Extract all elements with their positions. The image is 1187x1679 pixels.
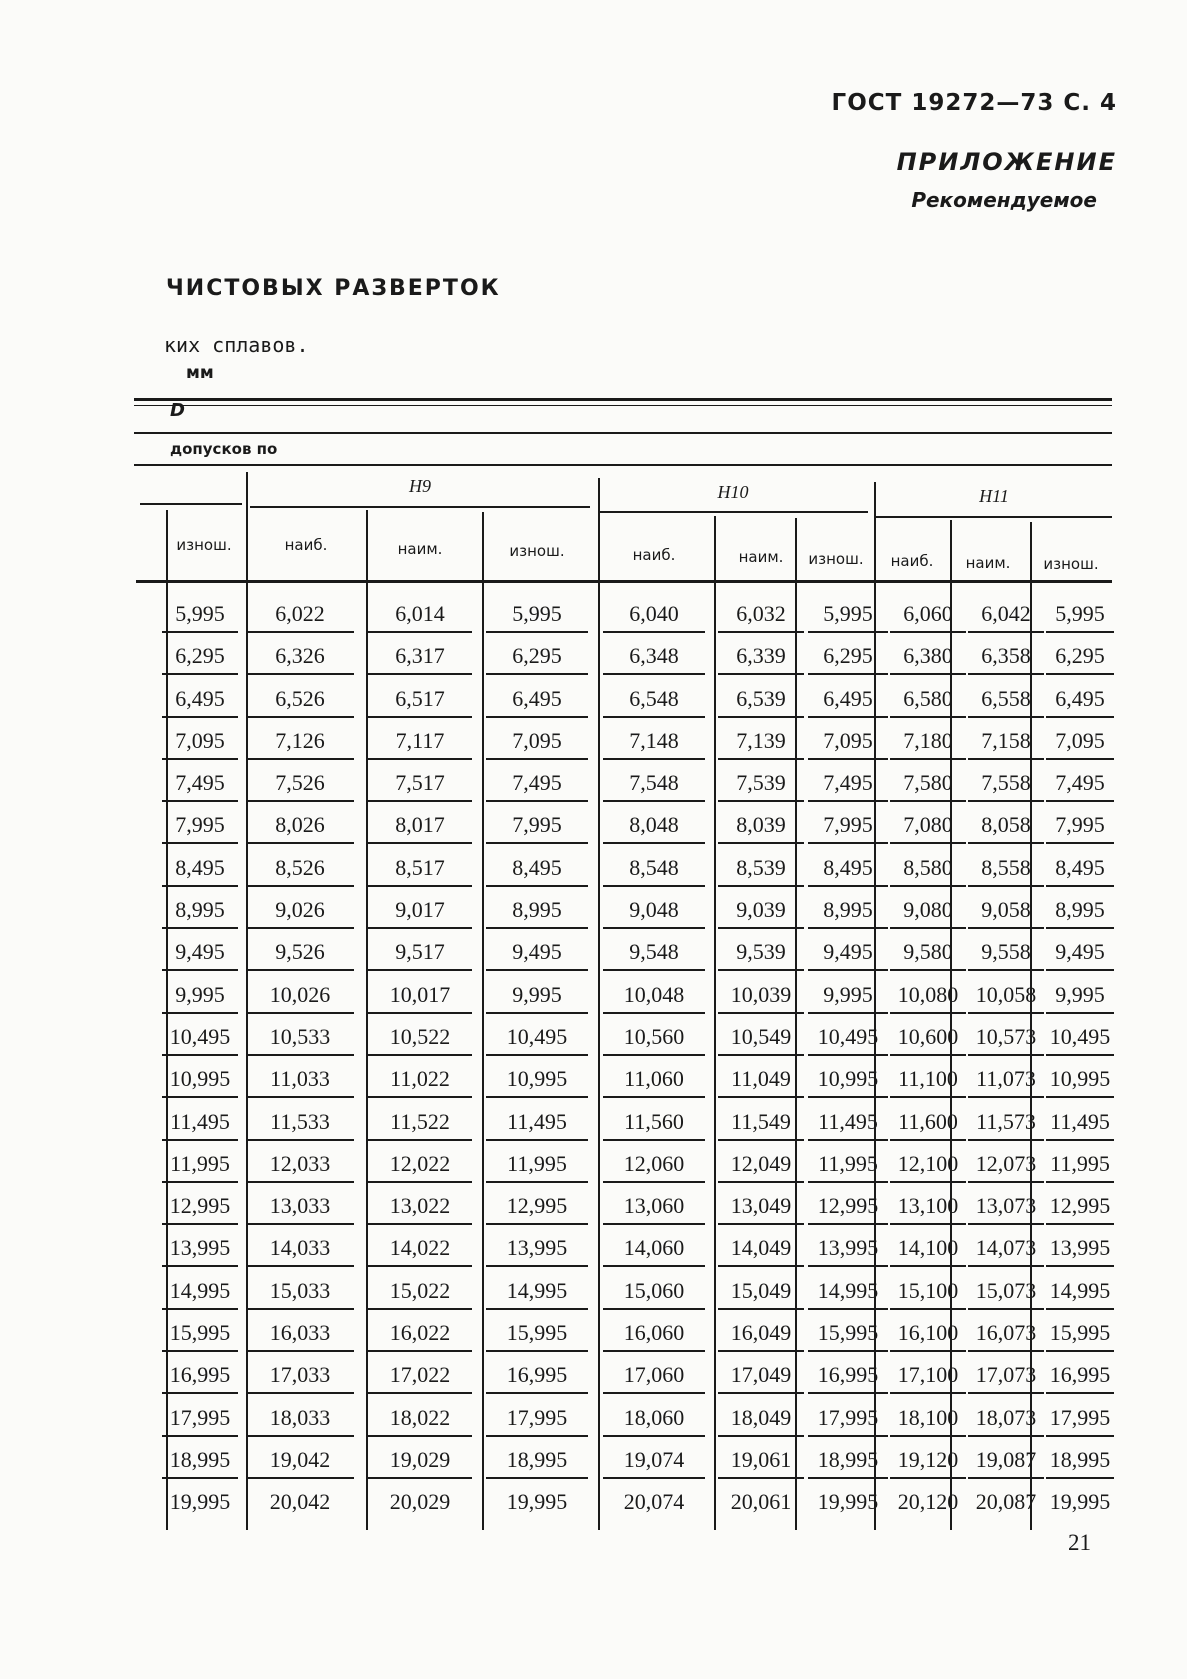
- table-cell: 17,995: [486, 1399, 588, 1437]
- table-cell: 11,573: [968, 1103, 1044, 1141]
- table-row: [160, 1187, 1115, 1229]
- table-cell: 8,058: [968, 806, 1044, 844]
- table-cell: 19,029: [368, 1441, 472, 1479]
- table-cell: 6,358: [968, 637, 1044, 675]
- table-cell: 19,061: [718, 1441, 804, 1479]
- table-cell: 9,558: [968, 933, 1044, 971]
- table-cell: 14,995: [1046, 1272, 1114, 1310]
- table-row: [160, 1483, 1115, 1525]
- table-cell: 19,120: [890, 1441, 966, 1479]
- section-subtitle: ких сплавов.: [164, 333, 309, 357]
- table-cell: 12,995: [162, 1187, 238, 1225]
- table-cell: 14,995: [162, 1272, 238, 1310]
- table-cell: 9,995: [162, 976, 238, 1014]
- table-cell: 12,100: [890, 1145, 966, 1183]
- table-cell: 8,548: [603, 849, 705, 887]
- table-cell: 6,317: [368, 637, 472, 675]
- tolerance-label: допусков по: [170, 440, 278, 458]
- table-cell: 18,995: [808, 1441, 888, 1479]
- table-cell: 8,495: [1046, 849, 1114, 887]
- table-cell: 6,495: [486, 680, 588, 718]
- table-cell: 10,495: [1046, 1018, 1114, 1056]
- table-cell: 7,095: [162, 722, 238, 760]
- table-cell: 16,049: [718, 1314, 804, 1352]
- table-cell: 13,049: [718, 1187, 804, 1225]
- table-cell: 6,295: [1046, 637, 1114, 675]
- table-cell: 14,100: [890, 1229, 966, 1267]
- table-cell: 10,495: [486, 1018, 588, 1056]
- table-row: [160, 1314, 1115, 1356]
- table-cell: 13,073: [968, 1187, 1044, 1225]
- unit-label: мм: [186, 363, 214, 383]
- tolerance-bottom-rule: [134, 464, 1112, 466]
- table-cell: 9,495: [808, 933, 888, 971]
- table-cell: 7,517: [368, 764, 472, 802]
- table-cell: 11,533: [246, 1103, 354, 1141]
- table-row: [160, 1145, 1115, 1187]
- table-cell: 7,158: [968, 722, 1044, 760]
- section-title: ЧИСТОВЫХ РАЗВЕРТОК: [166, 276, 501, 301]
- table-cell: 17,995: [1046, 1399, 1114, 1437]
- table-cell: 10,039: [718, 976, 804, 1014]
- table-cell: 9,026: [246, 891, 354, 929]
- table-cell: 13,995: [486, 1229, 588, 1267]
- table-cell: 9,495: [486, 933, 588, 971]
- table-cell: 17,995: [162, 1399, 238, 1437]
- table-cell: 14,995: [486, 1272, 588, 1310]
- table-cell: 11,600: [890, 1103, 966, 1141]
- table-cell: 12,033: [246, 1145, 354, 1183]
- table-cell: 20,029: [389, 1489, 451, 1515]
- table-cell: 6,495: [1046, 680, 1114, 718]
- table-cell: 18,022: [368, 1399, 472, 1437]
- group-h10: H10: [717, 482, 749, 502]
- table-row: [160, 891, 1115, 933]
- table-cell: 10,549: [718, 1018, 804, 1056]
- table-row: [160, 680, 1115, 722]
- table-cell: 18,033: [246, 1399, 354, 1437]
- group-h10-rule: [598, 511, 868, 513]
- table-cell: 16,995: [162, 1356, 238, 1394]
- table-cell: 8,495: [486, 849, 588, 887]
- table-cell: 10,573: [968, 1018, 1044, 1056]
- table-cell: 19,995: [817, 1489, 879, 1515]
- table-cell: 9,495: [1046, 933, 1114, 971]
- table-cell: 6,295: [162, 637, 238, 675]
- table-cell: 11,995: [162, 1145, 238, 1183]
- table-cell: 10,560: [603, 1018, 705, 1056]
- table-row: [160, 1060, 1115, 1102]
- table-cell: 11,049: [718, 1060, 804, 1098]
- table-cell: 11,995: [486, 1145, 588, 1183]
- table-cell: 14,049: [718, 1229, 804, 1267]
- table-cell: 17,033: [246, 1356, 354, 1394]
- table-cell: 18,995: [486, 1441, 588, 1479]
- table-cell: 8,580: [890, 849, 966, 887]
- table-cell: 12,060: [603, 1145, 705, 1183]
- table-body: [160, 595, 1115, 1526]
- table-cell: 9,039: [718, 891, 804, 929]
- appendix-subtitle: Рекомендуемое: [911, 188, 1097, 212]
- d-label: D: [170, 400, 185, 421]
- table-cell: 7,526: [246, 764, 354, 802]
- table-cell: 17,995: [808, 1399, 888, 1437]
- table-cell: 20,042: [269, 1489, 331, 1515]
- table-cell: 12,995: [808, 1187, 888, 1225]
- table-cell: 13,033: [246, 1187, 354, 1225]
- table-cell: 10,048: [603, 976, 705, 1014]
- table-cell: 6,548: [603, 680, 705, 718]
- table-cell: 7,548: [603, 764, 705, 802]
- table-cell: 9,017: [368, 891, 472, 929]
- table-cell: 11,060: [603, 1060, 705, 1098]
- group-h9: H9: [409, 476, 431, 496]
- table-cell: 7,495: [1046, 764, 1114, 802]
- table-row: [160, 722, 1115, 764]
- table-cell: 16,995: [1046, 1356, 1114, 1394]
- table-cell: 16,022: [368, 1314, 472, 1352]
- table-cell: 8,017: [368, 806, 472, 844]
- table-cell: 12,049: [718, 1145, 804, 1183]
- group-left-rule: [140, 503, 242, 505]
- table-cell: 7,095: [808, 722, 888, 760]
- col-header: изнош.: [1043, 555, 1099, 573]
- table-cell: 19,995: [169, 1489, 231, 1515]
- table-cell: 7,995: [808, 806, 888, 844]
- table-cell: 13,995: [162, 1229, 238, 1267]
- col-header: наиб.: [890, 552, 934, 570]
- table-cell: 9,995: [808, 976, 888, 1014]
- table-cell: 13,060: [603, 1187, 705, 1225]
- table-row: [160, 933, 1115, 975]
- table-cell: 9,548: [603, 933, 705, 971]
- table-cell: 13,022: [368, 1187, 472, 1225]
- table-cell: 6,032: [718, 595, 804, 633]
- table-cell: 18,060: [603, 1399, 705, 1437]
- table-cell: 10,080: [890, 976, 966, 1014]
- table-cell: 6,495: [162, 680, 238, 718]
- table-cell: 16,995: [486, 1356, 588, 1394]
- table-cell: 7,495: [808, 764, 888, 802]
- table-row: [160, 1229, 1115, 1271]
- table-cell: 16,100: [890, 1314, 966, 1352]
- table-cell: 9,580: [890, 933, 966, 971]
- group-h11-rule: [876, 516, 1112, 518]
- table-cell: 19,995: [506, 1489, 568, 1515]
- table-cell: 8,558: [968, 849, 1044, 887]
- table-cell: 18,995: [162, 1441, 238, 1479]
- table-cell: 10,495: [808, 1018, 888, 1056]
- appendix-title: ПРИЛОЖЕНИЕ: [896, 148, 1117, 176]
- table-cell: 8,539: [718, 849, 804, 887]
- table-cell: 15,995: [486, 1314, 588, 1352]
- table-cell: 6,040: [603, 595, 705, 633]
- col-header: наиб.: [632, 546, 676, 564]
- table-cell: 15,995: [1046, 1314, 1114, 1352]
- d-bottom-rule: [134, 432, 1112, 434]
- table-cell: 7,095: [486, 722, 588, 760]
- table-cell: 7,539: [718, 764, 804, 802]
- table-cell: 14,022: [368, 1229, 472, 1267]
- table-cell: 15,073: [968, 1272, 1044, 1310]
- table-row: [160, 595, 1115, 637]
- table-cell: 9,058: [968, 891, 1044, 929]
- table-cell: 19,074: [603, 1441, 705, 1479]
- table-cell: 6,326: [246, 637, 354, 675]
- table-cell: 7,995: [162, 806, 238, 844]
- table-cell: 11,033: [246, 1060, 354, 1098]
- table-cell: 7,580: [890, 764, 966, 802]
- table-cell: 9,048: [603, 891, 705, 929]
- document-reference: ГОСТ 19272—73 С. 4: [831, 90, 1117, 116]
- table-cell: 17,060: [603, 1356, 705, 1394]
- table-cell: 5,995: [808, 595, 888, 633]
- table-cell: 8,517: [368, 849, 472, 887]
- table-cell: 15,995: [162, 1314, 238, 1352]
- table-cell: 11,073: [968, 1060, 1044, 1098]
- table-row: [160, 637, 1115, 679]
- table-cell: 6,295: [486, 637, 588, 675]
- table-cell: 15,049: [718, 1272, 804, 1310]
- table-cell: 18,995: [1046, 1441, 1114, 1479]
- table-cell: 7,995: [1046, 806, 1114, 844]
- col-header: наим.: [738, 548, 784, 566]
- table-cell: 14,073: [968, 1229, 1044, 1267]
- table-cell: 14,033: [246, 1229, 354, 1267]
- table-cell: 12,022: [368, 1145, 472, 1183]
- table-cell: 18,049: [718, 1399, 804, 1437]
- table-cell: 6,348: [603, 637, 705, 675]
- table-cell: 20,120: [897, 1489, 959, 1515]
- table-cell: 19,995: [1049, 1489, 1111, 1515]
- table-cell: 11,022: [368, 1060, 472, 1098]
- table-cell: 11,495: [162, 1103, 238, 1141]
- table-cell: 10,995: [808, 1060, 888, 1098]
- table-cell: 12,995: [1046, 1187, 1114, 1225]
- table-cell: 14,995: [808, 1272, 888, 1310]
- table-cell: 13,100: [890, 1187, 966, 1225]
- table-cell: 7,495: [162, 764, 238, 802]
- table-cell: 11,995: [808, 1145, 888, 1183]
- table-cell: 8,995: [1046, 891, 1114, 929]
- table-cell: 12,073: [968, 1145, 1044, 1183]
- table-row: [160, 849, 1115, 891]
- table-cell: 10,522: [368, 1018, 472, 1056]
- table-cell: 13,995: [808, 1229, 888, 1267]
- table-cell: 15,060: [603, 1272, 705, 1310]
- table-cell: 10,600: [890, 1018, 966, 1056]
- table-cell: 11,100: [890, 1060, 966, 1098]
- table-cell: 8,048: [603, 806, 705, 844]
- table-cell: 8,039: [718, 806, 804, 844]
- table-cell: 9,995: [1046, 976, 1114, 1014]
- table-cell: 13,995: [1046, 1229, 1114, 1267]
- table-cell: 9,080: [890, 891, 966, 929]
- table-cell: 16,033: [246, 1314, 354, 1352]
- table-cell: 17,049: [718, 1356, 804, 1394]
- table-cell: 10,995: [486, 1060, 588, 1098]
- table-cell: 16,995: [808, 1356, 888, 1394]
- table-cell: 8,526: [246, 849, 354, 887]
- table-row: [160, 764, 1115, 806]
- table-row: [160, 1018, 1115, 1060]
- table-cell: 9,495: [162, 933, 238, 971]
- table-cell: 11,549: [718, 1103, 804, 1141]
- table-cell: 9,539: [718, 933, 804, 971]
- group-h9-rule: [250, 506, 590, 508]
- table-cell: 16,073: [968, 1314, 1044, 1352]
- table-row: [160, 1356, 1115, 1398]
- table-cell: 11,495: [808, 1103, 888, 1141]
- table-cell: 8,495: [808, 849, 888, 887]
- table-cell: 20,061: [730, 1489, 792, 1515]
- table-cell: 7,126: [246, 722, 354, 760]
- table-cell: 10,995: [1046, 1060, 1114, 1098]
- table-cell: 18,073: [968, 1399, 1044, 1437]
- table-cell: 5,995: [486, 595, 588, 633]
- table-cell: 6,339: [718, 637, 804, 675]
- table-cell: 5,995: [1046, 595, 1114, 633]
- table-cell: 8,495: [162, 849, 238, 887]
- table-cell: 8,995: [808, 891, 888, 929]
- header-bottom-rule: [136, 580, 1112, 583]
- table-cell: 12,995: [486, 1187, 588, 1225]
- table-cell: 6,380: [890, 637, 966, 675]
- table-cell: 7,558: [968, 764, 1044, 802]
- table-row: [160, 1272, 1115, 1314]
- table-cell: 10,017: [368, 976, 472, 1014]
- table-cell: 11,995: [1046, 1145, 1114, 1183]
- table-cell: 6,580: [890, 680, 966, 718]
- table-cell: 6,526: [246, 680, 354, 718]
- table-cell: 6,539: [718, 680, 804, 718]
- table-cell: 9,995: [486, 976, 588, 1014]
- col-header: наиб.: [284, 536, 328, 554]
- table-row: [160, 1399, 1115, 1441]
- table-cell: 8,995: [486, 891, 588, 929]
- table-cell: 6,042: [968, 595, 1044, 633]
- group-h11: H11: [979, 486, 1009, 506]
- table-cell: 7,495: [486, 764, 588, 802]
- table-cell: 10,026: [246, 976, 354, 1014]
- table-row: [160, 806, 1115, 848]
- table-row: [160, 1441, 1115, 1483]
- d-row-rule: [134, 405, 1112, 406]
- table-cell: 10,495: [162, 1018, 238, 1056]
- table-top-rule: [134, 398, 1112, 401]
- table-cell: 6,558: [968, 680, 1044, 718]
- page-number: 21: [1068, 1530, 1091, 1555]
- table-cell: 16,060: [603, 1314, 705, 1352]
- table-cell: 14,060: [603, 1229, 705, 1267]
- table-cell: 7,139: [718, 722, 804, 760]
- table-cell: 10,995: [162, 1060, 238, 1098]
- table-cell: 8,026: [246, 806, 354, 844]
- table-cell: 8,995: [162, 891, 238, 929]
- table-cell: 20,087: [975, 1489, 1037, 1515]
- table-cell: 9,526: [246, 933, 354, 971]
- table-cell: 7,995: [486, 806, 588, 844]
- table-cell: 11,495: [486, 1103, 588, 1141]
- table-cell: 5,995: [162, 595, 238, 633]
- table-cell: 11,522: [368, 1103, 472, 1141]
- table-cell: 7,180: [890, 722, 966, 760]
- table-cell: 11,495: [1046, 1103, 1114, 1141]
- table-cell: 19,087: [968, 1441, 1044, 1479]
- table-cell: 15,100: [890, 1272, 966, 1310]
- table-cell: 15,022: [368, 1272, 472, 1310]
- table-cell: 6,495: [808, 680, 888, 718]
- table-cell: 10,058: [968, 976, 1044, 1014]
- table-cell: 17,100: [890, 1356, 966, 1394]
- table-cell: 20,074: [623, 1489, 685, 1515]
- table-row: [160, 976, 1115, 1018]
- table-cell: 7,080: [890, 806, 966, 844]
- col-header: изнош.: [176, 536, 232, 554]
- table-cell: 9,517: [368, 933, 472, 971]
- table-cell: 18,100: [890, 1399, 966, 1437]
- table-cell: 7,095: [1046, 722, 1114, 760]
- table-cell: 15,995: [808, 1314, 888, 1352]
- table-cell: 6,295: [808, 637, 888, 675]
- table-row: [160, 1103, 1115, 1145]
- col-header: наим.: [397, 540, 443, 558]
- table-cell: 17,022: [368, 1356, 472, 1394]
- col-header: наим.: [965, 554, 1011, 572]
- table-cell: 10,533: [246, 1018, 354, 1056]
- table-cell: 11,560: [603, 1103, 705, 1141]
- table-cell: 7,117: [368, 722, 472, 760]
- table-cell: 6,014: [368, 595, 472, 633]
- table-cell: 19,042: [246, 1441, 354, 1479]
- table-cell: 6,060: [890, 595, 966, 633]
- table-cell: 6,022: [246, 595, 354, 633]
- table-cell: 7,148: [603, 722, 705, 760]
- table-cell: 15,033: [246, 1272, 354, 1310]
- col-header: изнош.: [509, 542, 565, 560]
- col-header: изнош.: [808, 550, 864, 568]
- table-cell: 6,517: [368, 680, 472, 718]
- table-cell: 17,073: [968, 1356, 1044, 1394]
